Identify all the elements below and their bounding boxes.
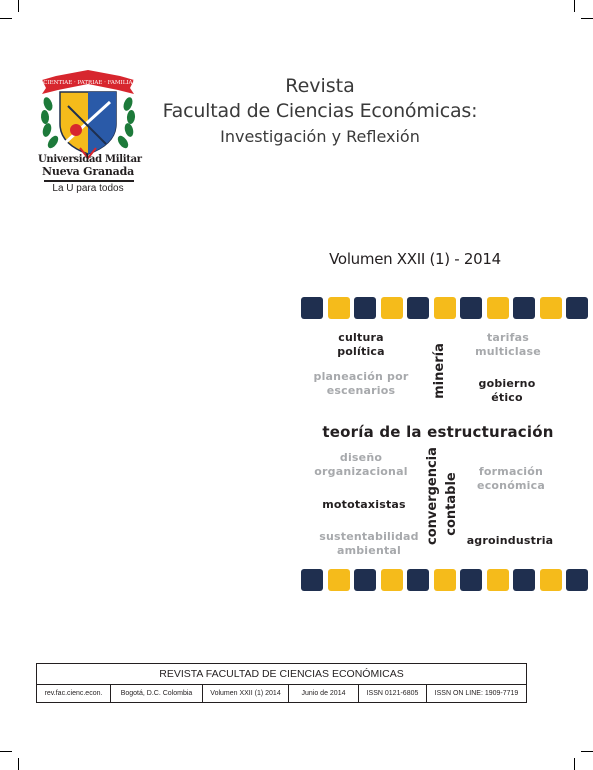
keyword-planeacion [306,370,416,398]
keyword-tarifas-multiclase [468,331,548,359]
strip-square-gold [540,297,562,319]
keyword-line: gobierno [478,377,536,390]
crop-mark-bottom-right [574,758,575,770]
keyword-agroindustria: agroindustria [466,534,554,547]
strip-square-navy [407,297,429,319]
journal-info-table [36,663,527,703]
strip-square-gold [381,569,403,591]
strip-square-gold [434,297,456,319]
university-name-line1: Universidad Militar [38,154,142,165]
crop-mark-bottom-right-h [581,751,593,752]
keyword-mototaxistas: mototaxistas [322,498,406,511]
keyword-teoria-estructuracion: teoría de la estructuración [322,423,554,441]
strip-square-navy [301,297,323,319]
crop-mark-top-right [574,0,575,12]
strip-square-navy [301,569,323,591]
info-cell-issn-online: ISSN ON LINE: 1909-7719 [434,690,519,697]
strip-square-navy [566,297,588,319]
keyword-mineria: minería [432,343,447,399]
keyword-line: sustentabilidad [319,530,419,543]
logo-divider [44,180,134,182]
strip-square-gold [328,569,350,591]
decorative-strip-top [301,297,589,319]
svg-text:SCIENTIAE · PATRIAE · FAMILIAE: SCIENTIAE · PATRIAE · FAMILIAE [39,80,137,86]
university-tagline: La U para todos [52,183,124,194]
university-name-line2: Nueva Granada [41,165,135,178]
keyword-gobierno-etico [470,377,544,405]
keyword-contable: contable [444,472,459,536]
crop-mark-bottom-left-h [0,751,12,752]
strip-square-navy [566,569,588,591]
strip-square-navy [460,297,482,319]
info-cell-location: Bogotá, D.C. Colombia [111,685,203,702]
keyword-line: tarifas [486,331,530,344]
strip-square-gold [434,569,456,591]
journal-title-line1: Revista [285,75,355,97]
info-cell-issn: ISSN 0121-6805 [359,685,427,702]
keyword-cultura-politica [322,331,400,359]
strip-square-gold [381,297,403,319]
strip-square-navy [354,297,376,319]
keyword-diseno-organizacional [308,451,414,479]
strip-square-gold [487,569,509,591]
strip-square-navy [513,297,535,319]
strip-square-gold [328,297,350,319]
crop-mark-top-left-h [0,18,12,19]
info-cell-date: Junio de 2014 [289,685,359,702]
journal-info-title: REVISTA FACULTAD DE CIENCIAS ECONÓMICAS [37,664,526,685]
strip-square-gold [540,569,562,591]
keyword-convergencia: convergencia [425,447,440,545]
strip-square-gold [487,297,509,319]
keyword-line: formación [478,465,544,478]
keyword-formacion-economica [470,465,552,493]
keyword-line: planeación por [313,370,409,383]
keyword-line: cultura [338,331,384,344]
strip-square-navy [513,569,535,591]
journal-subtitle: Investigación y Reflexión [220,127,420,146]
journal-title-line2: Facultad de Ciencias Económicas: [162,100,478,122]
info-cell-abbreviation: rev.fac.cienc.econ. [37,685,111,702]
crop-mark-top-right-h [581,18,593,19]
info-cell-volume: Volumen XXII (1) 2014 [203,685,289,702]
keyword-line: ambiental [336,544,402,557]
crop-mark-top-left [18,0,19,12]
strip-square-navy [407,569,429,591]
keyword-line: ético [491,391,523,404]
volume-label: Volumen XXII (1) - 2014 [329,250,501,268]
keyword-line: organizacional [314,465,408,478]
keyword-line: multiclase [475,345,541,358]
strip-square-navy [354,569,376,591]
decorative-strip-bottom [301,569,589,591]
keyword-line: escenarios [326,384,396,397]
keyword-line: económica [477,479,545,492]
strip-square-navy [460,569,482,591]
keyword-line: política [337,345,385,358]
crop-mark-bottom-left [18,758,19,770]
keyword-sustentabilidad-ambiental [314,530,424,558]
keyword-line: diseño [339,451,383,464]
